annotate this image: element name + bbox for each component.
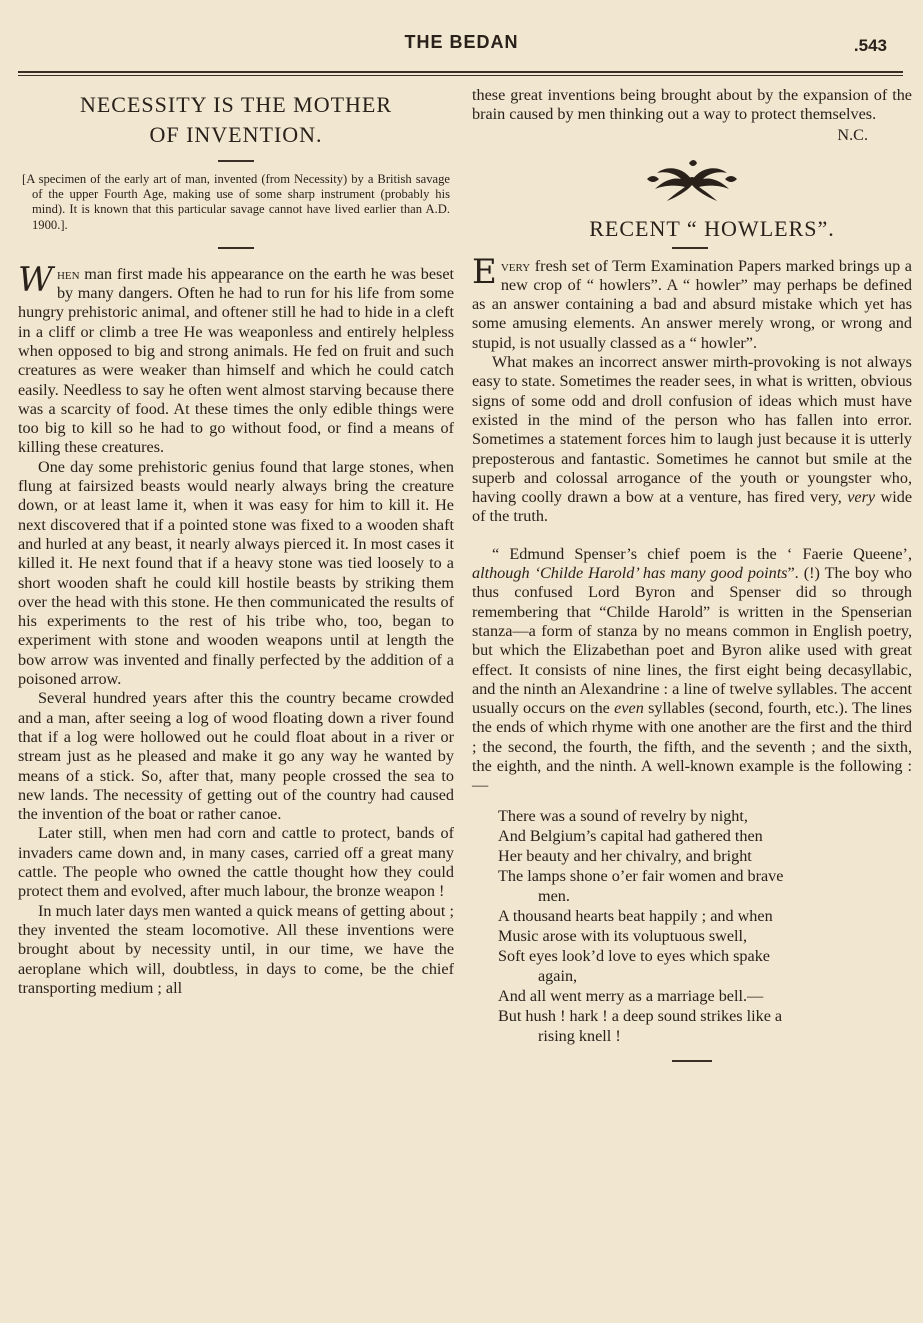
article-title-howlers: RECENT “ HOWLERS”. — [589, 215, 835, 241]
note-rule — [218, 247, 254, 249]
article-title-necessity — [18, 90, 454, 150]
paragraph-1-text: man first made his appearance on the earth he was beset by many dangers. Often he had to run for his life from some hungry prehistoric animal, and oftener still he had to hide in a cleft in a cliff or climb a tree He was weaponless and entirely helpless when opposed to big and strong animals. He fed on fruit and such creatures as were weaker than himself and which he could catch easily. Needless to say he often went almost starving because there was a scarcity of food. At these times the only edible things were too big to kill so he had to go without food, or find a means of killing these creatures. — [18, 264, 454, 457]
quote-start: “ Edmund Spenser’s chief poem is the ‘ Faerie Queene’, — [492, 544, 912, 563]
journal-title: THE BEDAN — [404, 32, 519, 52]
header-rule — [18, 71, 903, 76]
dropcap-e: E — [472, 251, 497, 292]
howlers-paragraph-3-text: ”. (!) The boy who thus confused Lord Byron and Spenser did so through remembering that “Childe Harold” is written in the Spenserian stanza—a form of stanza by no means common in English poetry, but which the Elizabethan poet and Byron alike used with great effect. It consists of nine lines, the first eight being decasyllabic, and the ninth an Alexandrine : a line of twelve syllables. The accent usually occurs on the — [472, 564, 913, 718]
spenserian-stanza — [498, 806, 912, 1046]
left-column — [18, 86, 454, 998]
paragraph-5: In much later days men wanted a quick means of getting about ; they invented the steam locomotive. All these inventions were brought about by necessity until, in our time, we have the aeroplane which will, doubtless, in days to come, be the chief transporting medium ; all — [18, 901, 454, 997]
howlers-paragraph-2 — [472, 353, 912, 527]
title-rule — [218, 160, 254, 162]
page-number: .543 — [853, 36, 887, 55]
dropcap-w: W — [18, 259, 53, 300]
paragraph-2: One day some prehistoric genius found that large stones, when flung at fairsized beasts would nearly always bring the creature down, or at least lame it, when it was easy for him to kill it. He next discovered that if a pointed stone was fixed to a wooden shaft and hurled at any beast, it nearly always pierced it. In most cases it killed it. He next found that if a heavy stone was tied loosely to a short wooden shaft he could kill hostile beasts by striking them over the head with this stone. He then communicated the results of his experiments to the rest of his tribe who, too, began to experiment with stone and wooden weapons until at length the bow arrow was invented and finally perfected by the addition of a poisoned arrow. — [18, 457, 454, 689]
editorial-note: [A specimen of the early art of man, invented (from Necessity) by a British savage of the upper Fourth Age, making use of some sharp instrument (probably his mind). It is known that this particular savage cannot have lived earlier than A.D. 1900.]. — [22, 172, 450, 232]
howlers-paragraph-1 — [472, 251, 912, 353]
poem-line-4: The lamps shone o’er fair women and brave — [498, 866, 784, 885]
poem-line-2: And Belgium’s capital had gathered then — [498, 826, 763, 845]
title-line-1: NECESSITY IS THE MOTHER — [79, 92, 393, 117]
howlers-paragraph-2-end: wide of the truth. — [472, 488, 912, 526]
poem-line-7-cont: again, — [538, 966, 578, 985]
first-word: hen — [56, 264, 80, 283]
right-column — [472, 86, 912, 1062]
title-line-2: OF INVENTION. — [149, 122, 323, 147]
author-initials: N.C. — [837, 125, 868, 144]
emphasis-childe-harold: although ‘Childe Harold’ has many good points — [472, 564, 788, 583]
poem-line-7: Soft eyes look’d love to eyes which spake — [498, 946, 770, 965]
poem-line-3: Her beauty and her chivalry, and bright — [498, 846, 752, 865]
paragraph-6: these great inventions being brought about by the expansion of the brain caused by men thinking out a way to protect themselves. — [472, 86, 912, 124]
howlers-paragraph-1-text: fresh set of Term Examination Papers marked brings up a new crop of “ howlers”. A “ howler” may perhaps be defined as an answer containing a bad and absurd mistake which yet has some amusing elements. An answer merely wrong, or wrong and stupid, is not usually classed as a “ howler”. — [472, 256, 912, 352]
poem-line-9-cont: rising knell ! — [538, 1026, 621, 1045]
howlers-paragraph-3 — [472, 545, 912, 796]
running-head — [0, 32, 923, 62]
paragraph-3: Several hundred years after this the country became crowded and a man, after seeing a log of wood floating down a river found that if a log were hollowed out he could float about in a river or stream just as he pleased and make it go any way he wanted by means of a stick. So, after that, many people crossed the sea to new lands. The necessity of getting out of the country had caused the invention of the boat or rather canoe. — [18, 689, 454, 824]
poem-line-6: Music arose with its voluptuous swell, — [498, 926, 748, 945]
poem-line-5: A thousand hearts beat happily ; and when — [498, 906, 773, 925]
poem-line-1: There was a sound of revelry by night, — [498, 806, 748, 825]
end-rule — [672, 1060, 712, 1062]
paragraph-1 — [18, 259, 454, 458]
paragraph-4: Later still, when men had corn and cattle to protect, bands of invaders came down and, in many cases, carried off a great many cattle. The people who owned the cattle thought how they could protect them and evolved, after much labour, the bronze weapon ! — [18, 824, 454, 901]
poem-line-8: And all went merry as a marriage bell.— — [498, 986, 764, 1005]
poem-line-9: But hush ! hark ! a deep sound strikes like a — [498, 1006, 783, 1025]
howlers-paragraph-3-end: syllables (second, fourth, etc.). The lines the ends of which rhyme with one another are the first and the third ; the second, the fourth, the fifth, and the seventh ; and the sixth, the eighth, and the ninth. A well-known example is the following :— — [472, 699, 912, 795]
poem-line-4-cont: men. — [538, 886, 570, 905]
howlers-title-rule — [672, 247, 708, 249]
emphasis-even: even — [614, 699, 644, 718]
floral-ornament-icon — [637, 157, 747, 203]
howlers-paragraph-2-text: What makes an incorrect answer mirth-provoking is not always easy to state. Sometimes the reader sees, in what is written, obvious signs of some odd and droll confusion of ideas which must have existed in the mind of the person who has fallen into error. Sometimes a statement forces him to laugh just because it is utterly preposterous and fantastic. Sometimes he cannot but smile at the superb and colossal arrogance of the youth or youngster who, having coolly drawn a bow at a venture, has fired very, — [472, 353, 912, 507]
emphasis-very: very — [847, 488, 876, 507]
howlers-first-word: very — [500, 256, 531, 275]
